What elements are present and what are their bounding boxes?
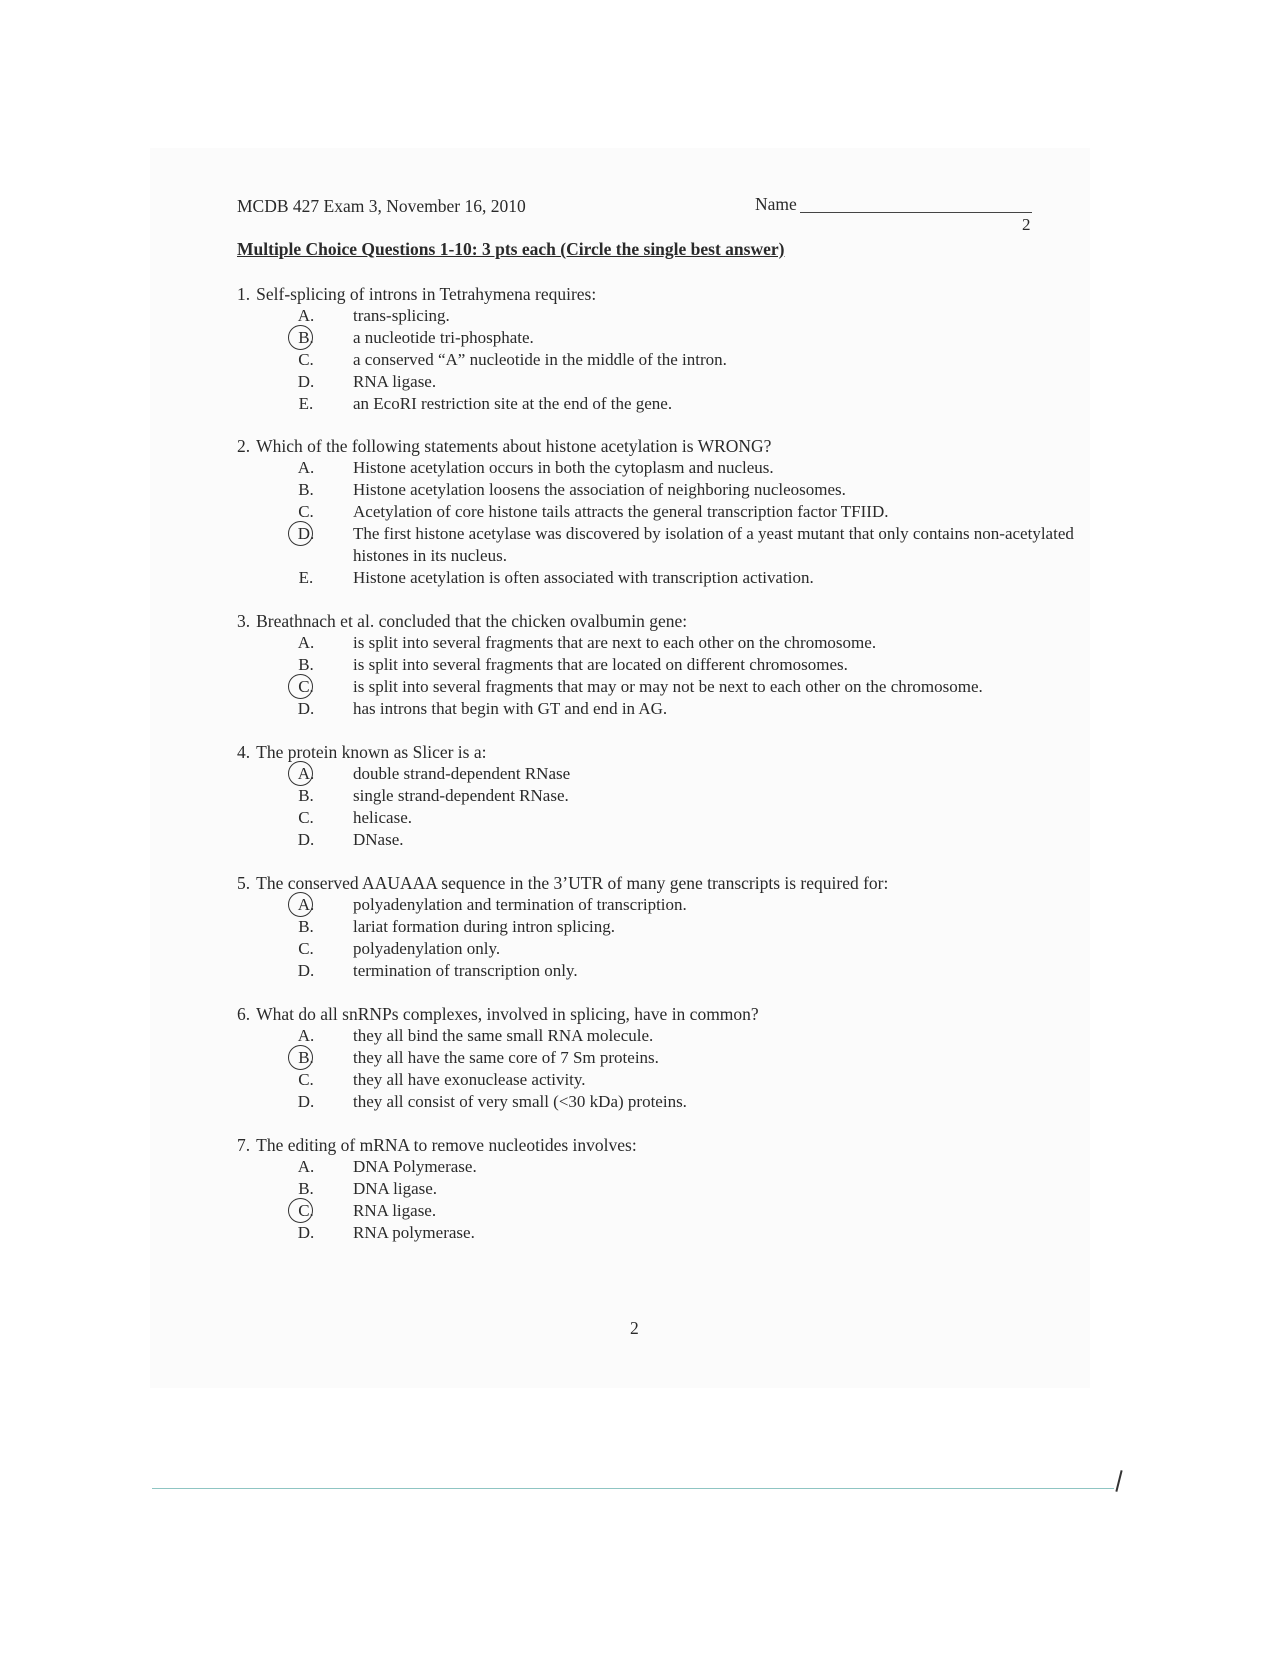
option-d <box>237 371 1097 393</box>
question-text: The protein known as Slicer is a: <box>256 742 487 762</box>
option-text: Histone acetylation is often associated with transcription activation. <box>353 568 814 587</box>
option-text: a nucleotide tri-phosphate. <box>353 328 534 347</box>
option-text: polyadenylation and termination of transcription. <box>353 895 687 914</box>
option-letter: B. <box>298 480 314 499</box>
question-7 <box>237 1134 1097 1244</box>
question-stem <box>237 872 1097 894</box>
option-text: double strand-dependent RNase <box>353 764 571 783</box>
option-letter: B. <box>298 328 314 347</box>
option-text: is split into several fragments that are next to each other on the chromosome. <box>353 633 877 652</box>
option-text: Acetylation of core histone tails attracts the general transcription factor TFIID. <box>353 502 889 521</box>
question-number: 2. <box>237 436 251 456</box>
option-letter: D. <box>297 699 315 718</box>
option-b <box>237 916 1097 938</box>
option-a <box>237 1156 1097 1178</box>
option-a <box>237 457 1097 479</box>
scan-edge-line <box>152 1488 1114 1489</box>
question-2 <box>237 435 1097 589</box>
option-text: they all consist of very small (<30 kDa) proteins. <box>353 1092 687 1111</box>
option-d <box>237 523 1097 567</box>
option-letter: C. <box>298 502 314 521</box>
option-letter: A. <box>297 895 315 914</box>
option-b <box>237 479 1097 501</box>
question-stem <box>237 435 1097 457</box>
option-text: is split into several fragments that are located on different chromosomes. <box>353 655 848 674</box>
question-text: Self-splicing of introns in Tetrahymena requires: <box>256 284 597 304</box>
question-stem <box>237 741 1097 763</box>
section-instructions: Multiple Choice Questions 1-10: 3 pts each (Circle the single best answer) <box>237 239 785 259</box>
option-c <box>237 676 1097 698</box>
question-text: Which of the following statements about histone acetylation is WRONG? <box>256 436 772 456</box>
question-6 <box>237 1003 1097 1113</box>
name-label: Name <box>755 194 797 214</box>
option-letter: B. <box>298 786 314 805</box>
option-letter: D. <box>297 372 315 391</box>
question-number: 1. <box>237 284 251 304</box>
option-letter: C. <box>298 1201 314 1220</box>
option-b <box>237 785 1097 807</box>
option-c <box>237 938 1097 960</box>
option-text: RNA polymerase. <box>353 1223 475 1242</box>
option-e <box>237 567 1097 589</box>
option-letter: C. <box>298 350 314 369</box>
option-text: The first histone acetylase was discovered by isolation of a yeast mutant that only contains non-acetylated histones in its nucleus. <box>353 524 1074 565</box>
option-d <box>237 1091 1097 1113</box>
option-d <box>237 698 1097 720</box>
question-4 <box>237 741 1097 851</box>
option-d <box>237 829 1097 851</box>
option-d <box>237 1222 1097 1244</box>
option-c <box>237 1200 1097 1222</box>
option-letter: D. <box>297 524 315 543</box>
option-b <box>237 1178 1097 1200</box>
question-text: The editing of mRNA to remove nucleotides involves: <box>256 1135 637 1155</box>
option-letter: D. <box>297 830 315 849</box>
question-stem <box>237 1134 1097 1156</box>
corner-page-number: 2 <box>1022 215 1031 234</box>
option-text: they all have exonuclease activity. <box>353 1070 586 1089</box>
question-stem <box>237 283 1097 305</box>
option-b <box>237 654 1097 676</box>
option-letter: E. <box>298 568 314 587</box>
name-blank-line <box>800 212 1032 213</box>
option-text: termination of transcription only. <box>353 961 578 980</box>
option-a <box>237 763 1097 785</box>
question-number: 4. <box>237 742 251 762</box>
option-c <box>237 807 1097 829</box>
option-letter: B. <box>298 655 314 674</box>
option-a <box>237 632 1097 654</box>
question-stem <box>237 1003 1097 1025</box>
option-b <box>237 1047 1097 1069</box>
option-text: they all have the same core of 7 Sm proteins. <box>353 1048 659 1067</box>
question-stem <box>237 610 1097 632</box>
option-c <box>237 1069 1097 1091</box>
option-letter: D. <box>297 961 315 980</box>
option-text: single strand-dependent RNase. <box>353 786 569 805</box>
option-text: RNA ligase. <box>353 1201 437 1220</box>
question-5 <box>237 872 1097 982</box>
option-text: DNA Polymerase. <box>353 1157 477 1176</box>
option-b <box>237 327 1097 349</box>
option-e <box>237 393 1097 415</box>
option-letter: D. <box>297 1223 315 1242</box>
option-text: an EcoRI restriction site at the end of the gene. <box>353 394 673 413</box>
question-number: 6. <box>237 1004 251 1024</box>
option-text: DNase. <box>353 830 404 849</box>
question-number: 5. <box>237 873 251 893</box>
option-letter: C. <box>298 677 314 696</box>
option-text: DNA ligase. <box>353 1179 438 1198</box>
option-letter: A. <box>297 458 315 477</box>
question-1 <box>237 283 1097 415</box>
option-text: helicase. <box>353 808 412 827</box>
option-text: RNA ligase. <box>353 372 437 391</box>
option-text: Histone acetylation occurs in both the cytoplasm and nucleus. <box>353 458 774 477</box>
option-letter: A. <box>297 764 315 783</box>
option-letter: A. <box>297 1026 315 1045</box>
question-text: What do all snRNPs complexes, involved in splicing, have in common? <box>256 1004 759 1024</box>
option-letter: C. <box>298 939 314 958</box>
option-letter: B. <box>298 1179 314 1198</box>
option-a <box>237 1025 1097 1047</box>
option-c <box>237 349 1097 371</box>
option-text: Histone acetylation loosens the association of neighboring nucleosomes. <box>353 480 846 499</box>
question-number: 3. <box>237 611 251 631</box>
option-letter: A. <box>297 306 315 325</box>
question-3 <box>237 610 1097 720</box>
option-letter: B. <box>298 917 314 936</box>
option-letter: A. <box>297 1157 315 1176</box>
option-text: polyadenylation only. <box>353 939 501 958</box>
option-text: lariat formation during intron splicing. <box>353 917 616 936</box>
option-letter: A. <box>297 633 315 652</box>
option-d <box>237 960 1097 982</box>
scan-corner-mark <box>1115 1470 1122 1492</box>
option-c <box>237 501 1097 523</box>
question-number: 7. <box>237 1135 251 1155</box>
option-text: they all bind the same small RNA molecule. <box>353 1026 654 1045</box>
option-letter: C. <box>298 808 314 827</box>
option-text: has introns that begin with GT and end in AG. <box>353 699 668 718</box>
option-letter: C. <box>298 1070 314 1089</box>
option-a <box>237 305 1097 327</box>
option-letter: B. <box>298 1048 314 1067</box>
option-letter: E. <box>298 394 314 413</box>
option-text: is split into several fragments that may or may not be next to each other on the chromosome. <box>353 677 983 696</box>
exam-header: MCDB 427 Exam 3, November 16, 2010 <box>237 196 526 216</box>
option-text: a conserved “A” nucleotide in the middle of the intron. <box>353 350 727 369</box>
question-text: The conserved AAUAAA sequence in the 3’UTR of many gene transcripts is required for: <box>256 873 889 893</box>
option-text: trans-splicing. <box>353 306 450 325</box>
option-letter: D. <box>297 1092 315 1111</box>
question-text: Breathnach et al. concluded that the chicken ovalbumin gene: <box>256 611 688 631</box>
option-a <box>237 894 1097 916</box>
page-number: 2 <box>630 1318 639 1338</box>
